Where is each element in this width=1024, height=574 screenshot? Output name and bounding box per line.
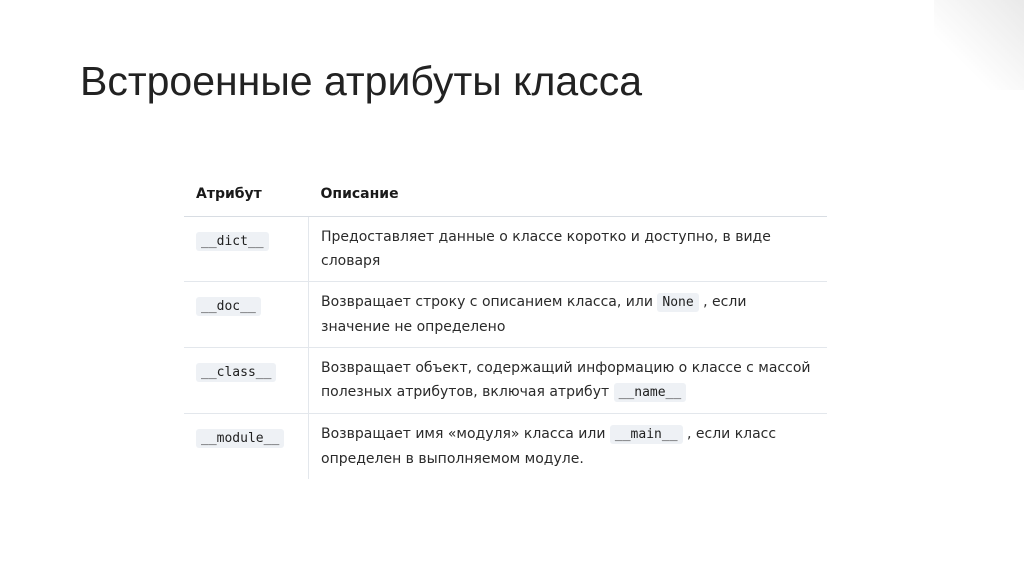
attribute-code: __module__: [196, 429, 284, 448]
description-cell: [309, 414, 828, 480]
description-cell: [309, 282, 828, 348]
attributes-table: [184, 172, 827, 479]
description-text: , если класс определен в выполняемом модуле.: [321, 426, 777, 467]
description-text: Предоставляет данные о классе коротко и доступно, в виде словаря: [321, 229, 771, 269]
column-header-attribute: Атрибут: [184, 172, 309, 217]
table-row: [184, 348, 827, 414]
inline-code: __name__: [614, 383, 687, 402]
table-row: [184, 282, 827, 348]
attribute-cell: [184, 348, 309, 414]
table-row: [184, 217, 827, 282]
inline-code: __main__: [610, 425, 683, 444]
attribute-code: __class__: [196, 363, 276, 382]
attribute-code: __doc__: [196, 297, 261, 316]
table-row: [184, 414, 827, 480]
description-text: Возвращает строку с описанием класса, или: [321, 294, 658, 310]
attribute-cell: [184, 217, 309, 282]
attribute-cell: [184, 282, 309, 348]
description-cell: [309, 348, 828, 414]
table-header-row: [184, 172, 827, 217]
attribute-code: __dict__: [196, 232, 269, 251]
inline-code: None: [657, 293, 698, 312]
column-header-description: Описание: [309, 172, 828, 217]
description-text: Возвращает объект, содержащий информацию о классе с массой полезных атрибутов, включая атрибут: [321, 360, 811, 400]
corner-decoration: [934, 0, 1024, 90]
description-cell: [309, 217, 828, 282]
slide-title: Встроенные атрибуты класса: [80, 58, 643, 104]
description-text: Возвращает имя «модуля» класса или: [321, 426, 610, 442]
description-text: , если значение не определено: [321, 294, 747, 335]
attribute-cell: [184, 414, 309, 480]
